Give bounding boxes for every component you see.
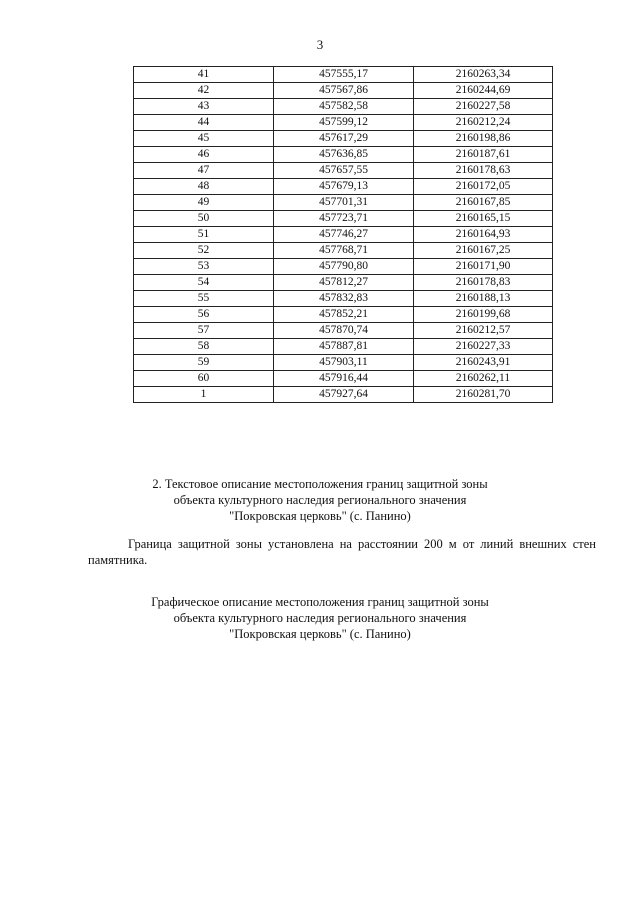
point-number-cell: 48 — [134, 179, 274, 195]
page-number: 3 — [316, 37, 324, 52]
table-row — [134, 67, 553, 83]
coordinates-table — [133, 66, 553, 403]
x-coordinate-cell: 457701,31 — [274, 195, 414, 211]
x-coordinate-cell: 457555,17 — [274, 67, 414, 83]
point-number-cell: 1 — [134, 387, 274, 403]
y-coordinate-cell: 2160167,25 — [414, 243, 553, 259]
point-number-cell: 44 — [134, 115, 274, 131]
section3-heading-line: Графическое описание местоположения границ защитной зоны — [151, 595, 489, 609]
y-coordinate-cell: 2160167,85 — [414, 195, 553, 211]
y-coordinate-cell: 2160178,63 — [414, 163, 553, 179]
point-number-cell: 54 — [134, 275, 274, 291]
section3-heading — [0, 594, 640, 642]
table-row — [134, 323, 553, 339]
y-coordinate-cell: 2160212,24 — [414, 115, 553, 131]
x-coordinate-cell: 457617,29 — [274, 131, 414, 147]
table-row — [134, 195, 553, 211]
x-coordinate-cell: 457790,80 — [274, 259, 414, 275]
y-coordinate-cell: 2160227,58 — [414, 99, 553, 115]
point-number-cell: 43 — [134, 99, 274, 115]
point-number-cell: 42 — [134, 83, 274, 99]
coordinates-table-body — [134, 67, 553, 403]
table-row — [134, 115, 553, 131]
section3-heading-line: объекта культурного наследия регионального значения — [173, 611, 467, 625]
y-coordinate-cell: 2160281,70 — [414, 387, 553, 403]
section2-heading-line: объекта культурного наследия регионального значения — [173, 493, 467, 507]
y-coordinate-cell: 2160171,90 — [414, 259, 553, 275]
y-coordinate-cell: 2160165,15 — [414, 211, 553, 227]
y-coordinate-cell: 2160263,34 — [414, 67, 553, 83]
x-coordinate-cell: 457903,11 — [274, 355, 414, 371]
y-coordinate-cell: 2160172,05 — [414, 179, 553, 195]
x-coordinate-cell: 457927,64 — [274, 387, 414, 403]
point-number-cell: 55 — [134, 291, 274, 307]
point-number-cell: 57 — [134, 323, 274, 339]
point-number-cell: 49 — [134, 195, 274, 211]
y-coordinate-cell: 2160212,57 — [414, 323, 553, 339]
x-coordinate-cell: 457657,55 — [274, 163, 414, 179]
section2-heading — [0, 476, 640, 524]
x-coordinate-cell: 457582,58 — [274, 99, 414, 115]
point-number-cell: 47 — [134, 163, 274, 179]
point-number-cell: 45 — [134, 131, 274, 147]
x-coordinate-cell: 457746,27 — [274, 227, 414, 243]
y-coordinate-cell: 2160227,33 — [414, 339, 553, 355]
table-row — [134, 307, 553, 323]
table-row — [134, 243, 553, 259]
x-coordinate-cell: 457832,83 — [274, 291, 414, 307]
point-number-cell: 56 — [134, 307, 274, 323]
point-number-cell: 41 — [134, 67, 274, 83]
table-row — [134, 275, 553, 291]
x-coordinate-cell: 457887,81 — [274, 339, 414, 355]
y-coordinate-cell: 2160164,93 — [414, 227, 553, 243]
table-row — [134, 131, 553, 147]
x-coordinate-cell: 457768,71 — [274, 243, 414, 259]
table-row — [134, 227, 553, 243]
x-coordinate-cell: 457679,13 — [274, 179, 414, 195]
point-number-cell: 60 — [134, 371, 274, 387]
point-number-cell: 59 — [134, 355, 274, 371]
table-row — [134, 83, 553, 99]
y-coordinate-cell: 2160244,69 — [414, 83, 553, 99]
point-number-cell: 52 — [134, 243, 274, 259]
table-row — [134, 291, 553, 307]
y-coordinate-cell: 2160188,13 — [414, 291, 553, 307]
point-number-cell: 53 — [134, 259, 274, 275]
table-row — [134, 99, 553, 115]
y-coordinate-cell: 2160198,86 — [414, 131, 553, 147]
section2-paragraph: Граница защитной зоны установлена на расстоянии 200 м от линий внешних стен памятника. — [88, 537, 596, 567]
section3-heading-line: "Покровская церковь" (с. Панино) — [229, 627, 411, 641]
section2-heading-line: "Покровская церковь" (с. Панино) — [229, 509, 411, 523]
table-row — [134, 355, 553, 371]
section2-heading-line: 2. Текстовое описание местоположения границ защитной зоны — [152, 477, 488, 491]
y-coordinate-cell: 2160178,83 — [414, 275, 553, 291]
x-coordinate-cell: 457852,21 — [274, 307, 414, 323]
y-coordinate-cell: 2160262,11 — [414, 371, 553, 387]
x-coordinate-cell: 457723,71 — [274, 211, 414, 227]
point-number-cell: 58 — [134, 339, 274, 355]
x-coordinate-cell: 457870,74 — [274, 323, 414, 339]
point-number-cell: 50 — [134, 211, 274, 227]
y-coordinate-cell: 2160187,61 — [414, 147, 553, 163]
x-coordinate-cell: 457812,27 — [274, 275, 414, 291]
table-row — [134, 259, 553, 275]
table-row — [134, 163, 553, 179]
y-coordinate-cell: 2160199,68 — [414, 307, 553, 323]
x-coordinate-cell: 457567,86 — [274, 83, 414, 99]
table-row — [134, 147, 553, 163]
table-row — [134, 339, 553, 355]
table-row — [134, 371, 553, 387]
table-row — [134, 211, 553, 227]
point-number-cell: 46 — [134, 147, 274, 163]
x-coordinate-cell: 457599,12 — [274, 115, 414, 131]
table-row — [134, 179, 553, 195]
y-coordinate-cell: 2160243,91 — [414, 355, 553, 371]
x-coordinate-cell: 457916,44 — [274, 371, 414, 387]
x-coordinate-cell: 457636,85 — [274, 147, 414, 163]
table-row — [134, 387, 553, 403]
point-number-cell: 51 — [134, 227, 274, 243]
